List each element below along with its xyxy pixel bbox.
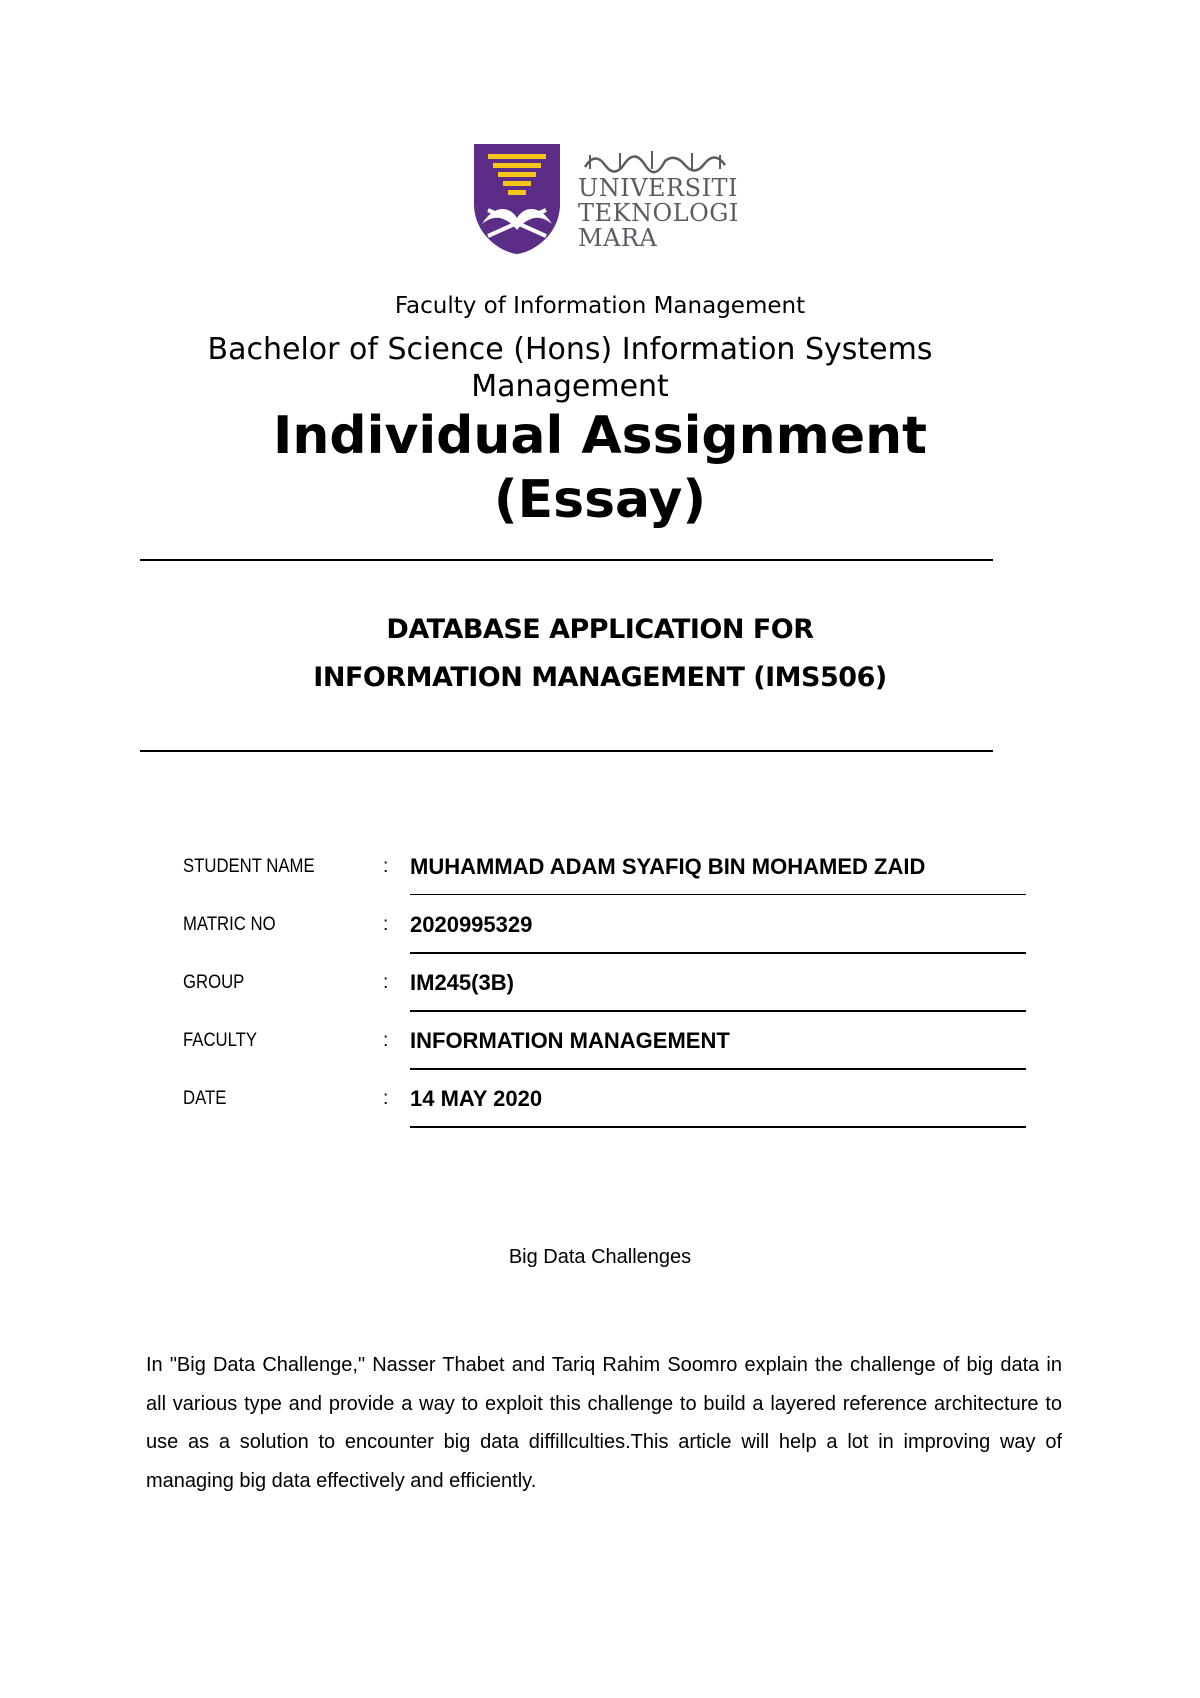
- info-underline: [410, 1068, 1026, 1070]
- info-colon: :: [383, 856, 389, 877]
- info-underline: [410, 894, 1026, 895]
- info-colon: :: [383, 1088, 389, 1109]
- info-underline: [410, 1010, 1026, 1012]
- info-label: STUDENT NAME: [183, 856, 315, 877]
- assignment-title: Individual Assignment (Essay): [273, 406, 927, 530]
- faculty-heading: Faculty of Information Management: [394, 293, 806, 319]
- university-name-line3: MARA: [578, 224, 658, 252]
- info-value: MUHAMMAD ADAM SYAFIQ BIN MOHAMED ZAID: [410, 854, 926, 879]
- info-row-group: [0, 972, 1200, 1030]
- info-colon: :: [383, 972, 389, 993]
- info-value: INFORMATION MANAGEMENT: [410, 1028, 730, 1053]
- info-row-faculty: [0, 1030, 1200, 1088]
- university-name-line1: UNIVERSITI: [578, 174, 739, 202]
- info-underline: [410, 952, 1026, 954]
- course-title: [0, 606, 1200, 702]
- course-title-line2: INFORMATION MANAGEMENT (IMS506): [313, 662, 887, 693]
- info-value: 2020995329: [410, 912, 533, 937]
- info-underline: [410, 1126, 1026, 1128]
- programme-heading: Bachelor of Science (Hons) Information Systems Management: [207, 332, 933, 404]
- divider-top: [140, 559, 993, 561]
- course-title-line1: DATABASE APPLICATION FOR: [386, 614, 814, 645]
- info-colon: :: [383, 1030, 389, 1051]
- info-value: 14 MAY 2020: [410, 1086, 543, 1111]
- university-name: [578, 176, 739, 251]
- info-label: MATRIC NO: [183, 914, 276, 935]
- info-colon: :: [383, 914, 389, 935]
- university-name-line2: TEKNOLOGI: [578, 199, 739, 227]
- uitm-emblem-icon: [474, 144, 560, 254]
- info-value: IM245(3B): [410, 970, 514, 995]
- info-row-date: [0, 1088, 1200, 1146]
- info-label: FACULTY: [183, 1030, 258, 1051]
- info-row-student-name: [0, 856, 1200, 914]
- info-label: DATE: [183, 1088, 227, 1109]
- essay-title: Big Data Challenges: [508, 1246, 692, 1268]
- essay-paragraph: In "Big Data Challenge," Nasser Thabet and Tariq Rahim Soomro explain the challenge of big data in all various type and provide a way to exploit this challenge to build a layered reference architecture to use as a solution to encounter big data diffillculties.This article will help a lot in improving way of managing big data effectively and efficiently.: [146, 1354, 1062, 1492]
- divider-bottom: [140, 750, 993, 752]
- info-row-matric-no: [0, 914, 1200, 972]
- jawi-script-image: [580, 145, 730, 175]
- info-label: GROUP: [183, 972, 245, 993]
